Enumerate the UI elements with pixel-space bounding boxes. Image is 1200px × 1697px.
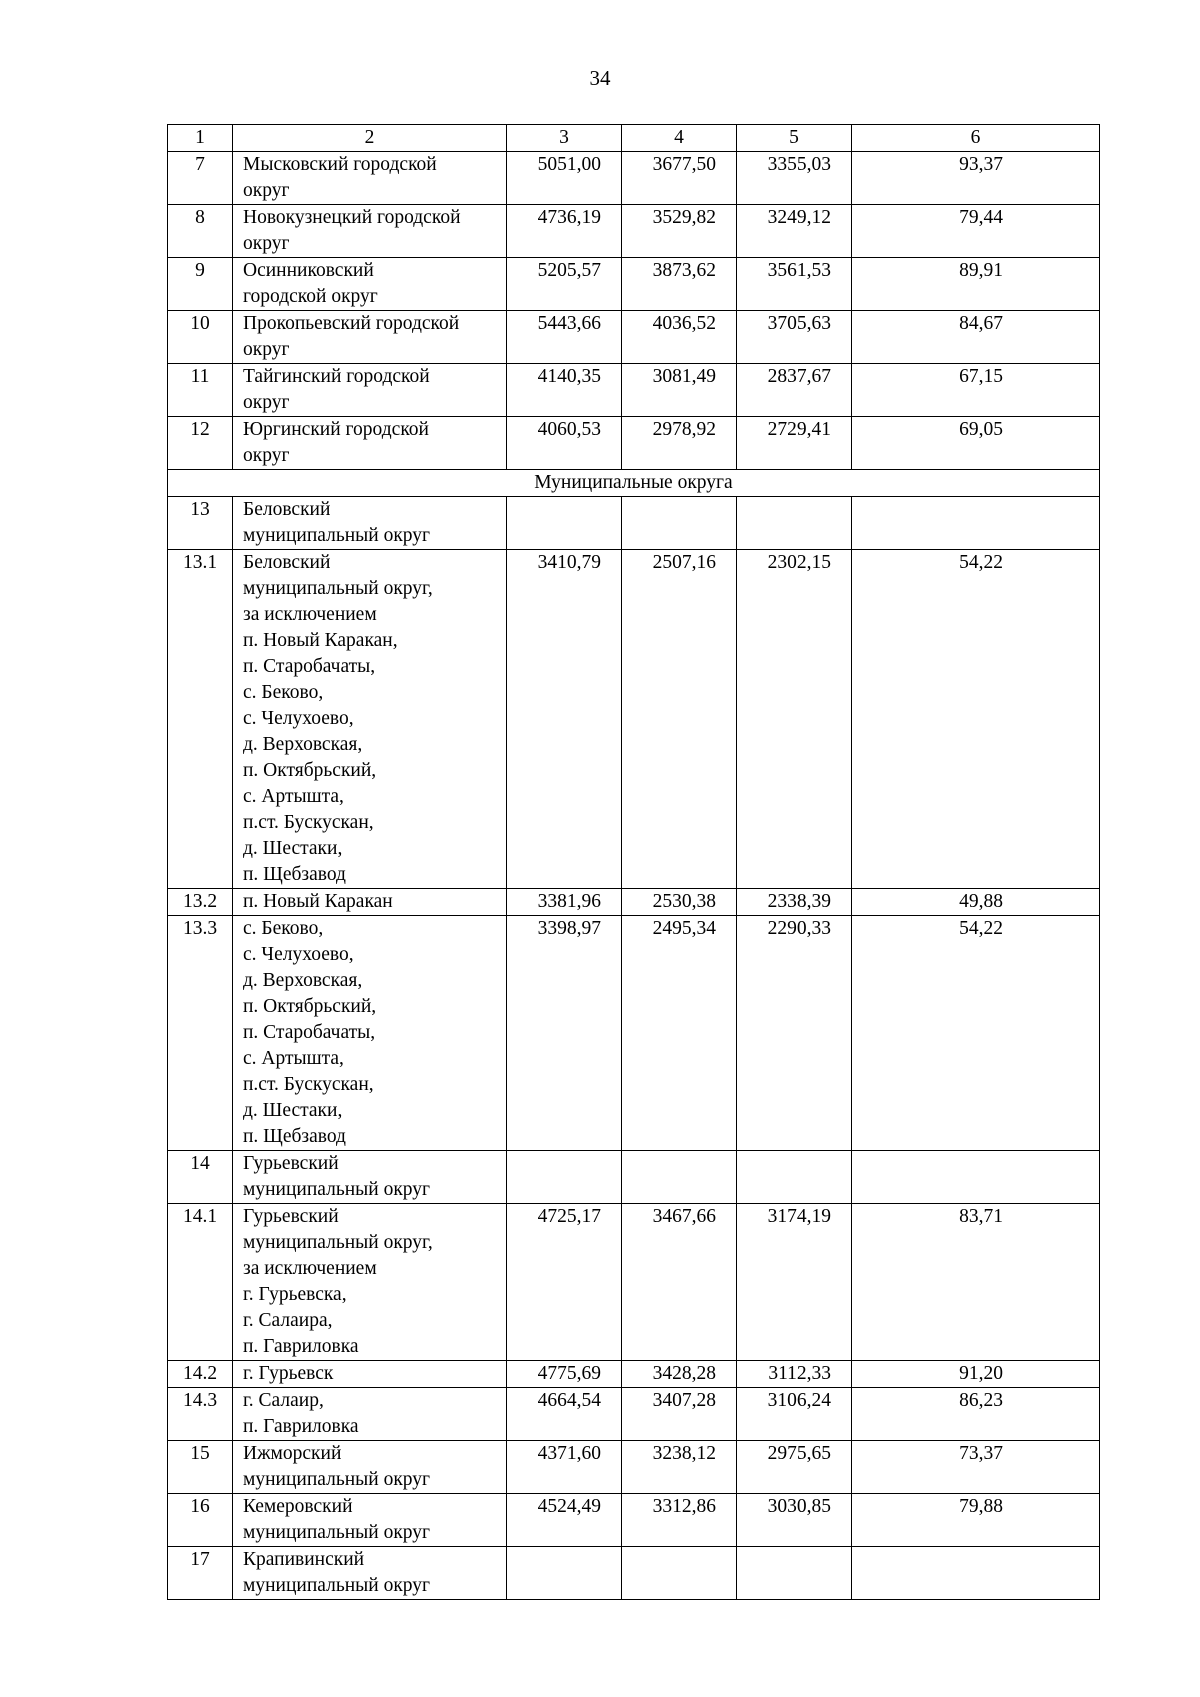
value-col-5: 2338,39 [737, 889, 852, 916]
value-col-6 [852, 1547, 1100, 1600]
row-number: 14.3 [168, 1388, 233, 1441]
table-row [168, 1494, 1100, 1547]
territory-name [233, 497, 507, 550]
value-col-6: 54,22 [852, 550, 1100, 889]
value-col-6: 79,44 [852, 205, 1100, 258]
territory-name-line: д. Шестаки, [243, 838, 343, 859]
section-title: Муниципальные округа [168, 470, 1100, 497]
value-col-4: 3529,82 [622, 205, 737, 258]
table-row [168, 311, 1100, 364]
row-number: 8 [168, 205, 233, 258]
territory-name-line: Прокопьевский городской [243, 313, 460, 334]
territory-name-line: городской округ [243, 286, 378, 307]
value-col-5: 2290,33 [737, 916, 852, 1151]
row-number: 14.2 [168, 1361, 233, 1388]
territory-name-line: г. Гурьевска, [243, 1284, 347, 1305]
territory-name [233, 205, 507, 258]
value-col-4: 3312,86 [622, 1494, 737, 1547]
value-col-6: 69,05 [852, 417, 1100, 470]
value-col-6: 49,88 [852, 889, 1100, 916]
row-number: 13 [168, 497, 233, 550]
territory-name [233, 916, 507, 1151]
value-col-5 [737, 1547, 852, 1600]
value-col-6 [852, 497, 1100, 550]
row-number: 13.3 [168, 916, 233, 1151]
value-col-5: 2837,67 [737, 364, 852, 417]
column-number: 4 [622, 125, 737, 152]
territory-name-line: Беловский [243, 499, 331, 520]
table-row [168, 152, 1100, 205]
territory-name-line: п. Щебзавод [243, 1126, 346, 1147]
value-col-5: 3112,33 [737, 1361, 852, 1388]
territory-name-line: с. Челухоево, [243, 708, 354, 729]
table-row [168, 916, 1100, 1151]
territory-name [233, 364, 507, 417]
territory-name-line: с. Беково, [243, 918, 324, 939]
territory-name-line: округ [243, 339, 290, 360]
territory-name-line: Беловский [243, 552, 331, 573]
territory-name [233, 1361, 507, 1388]
territory-name-line: округ [243, 180, 290, 201]
column-number: 6 [852, 125, 1100, 152]
value-col-3: 3410,79 [507, 550, 622, 889]
territory-name [233, 311, 507, 364]
value-col-4: 2495,34 [622, 916, 737, 1151]
value-col-4: 3428,28 [622, 1361, 737, 1388]
territory-name-line: п. Новый Каракан [243, 891, 393, 912]
value-col-5: 3106,24 [737, 1388, 852, 1441]
territory-name [233, 1388, 507, 1441]
territory-name-line: с. Беково, [243, 682, 324, 703]
territory-name-line: г. Салаира, [243, 1310, 333, 1331]
territory-name [233, 1441, 507, 1494]
value-col-5 [737, 1151, 852, 1204]
territory-name-line: п. Гавриловка [243, 1416, 359, 1437]
value-col-6: 84,67 [852, 311, 1100, 364]
table-row [168, 550, 1100, 889]
value-col-4: 2978,92 [622, 417, 737, 470]
value-col-5: 3705,63 [737, 311, 852, 364]
value-col-3: 5205,57 [507, 258, 622, 311]
territory-name-line: п. Гавриловка [243, 1336, 359, 1357]
value-col-3: 3398,97 [507, 916, 622, 1151]
territory-name-line: за исключением [243, 604, 377, 625]
value-col-3 [507, 1547, 622, 1600]
value-col-3 [507, 497, 622, 550]
value-col-5: 2975,65 [737, 1441, 852, 1494]
territory-name-line: п. Октябрьский, [243, 760, 377, 781]
table-row [168, 1441, 1100, 1494]
territory-name-line: п. Старобачаты, [243, 1022, 376, 1043]
table-row [168, 417, 1100, 470]
value-col-3: 5443,66 [507, 311, 622, 364]
territory-name [233, 1204, 507, 1361]
value-col-4: 3677,50 [622, 152, 737, 205]
territory-name-line: округ [243, 445, 290, 466]
table-row [168, 1547, 1100, 1600]
value-col-3: 4775,69 [507, 1361, 622, 1388]
territory-name [233, 1494, 507, 1547]
row-number: 16 [168, 1494, 233, 1547]
territory-name [233, 1151, 507, 1204]
value-col-5: 2302,15 [737, 550, 852, 889]
value-col-6: 73,37 [852, 1441, 1100, 1494]
territory-name-line: Ижморский [243, 1443, 342, 1464]
territory-name-line: Гурьевский [243, 1206, 339, 1227]
territory-name-line: Юргинский городской [243, 419, 429, 440]
column-number: 2 [233, 125, 507, 152]
territory-name-line: муниципальный округ [243, 1575, 431, 1596]
row-number: 13.2 [168, 889, 233, 916]
column-number: 3 [507, 125, 622, 152]
row-number: 12 [168, 417, 233, 470]
row-number: 13.1 [168, 550, 233, 889]
table-row [168, 205, 1100, 258]
value-col-4 [622, 497, 737, 550]
value-col-4: 3873,62 [622, 258, 737, 311]
value-col-5: 3355,03 [737, 152, 852, 205]
value-col-6: 83,71 [852, 1204, 1100, 1361]
territory-name-line: муниципальный округ [243, 525, 431, 546]
table-row [168, 1388, 1100, 1441]
value-col-3: 4524,49 [507, 1494, 622, 1547]
value-col-3: 4736,19 [507, 205, 622, 258]
table-row [168, 1151, 1100, 1204]
territory-name [233, 550, 507, 889]
territory-name-line: округ [243, 233, 290, 254]
value-col-5: 3561,53 [737, 258, 852, 311]
value-col-3: 4664,54 [507, 1388, 622, 1441]
territory-name-line: за исключением [243, 1258, 377, 1279]
value-col-5: 3030,85 [737, 1494, 852, 1547]
value-col-3 [507, 1151, 622, 1204]
value-col-5: 2729,41 [737, 417, 852, 470]
territory-name-line: п.ст. Бускускан, [243, 812, 374, 833]
value-col-3: 5051,00 [507, 152, 622, 205]
territory-name [233, 1547, 507, 1600]
value-col-3: 4140,35 [507, 364, 622, 417]
territory-name-line: д. Верховская, [243, 734, 363, 755]
value-col-4: 3238,12 [622, 1441, 737, 1494]
row-number: 14 [168, 1151, 233, 1204]
territory-name-line: муниципальный округ [243, 1522, 431, 1543]
territory-name-line: Новокузнецкий городской [243, 207, 461, 228]
row-number: 14.1 [168, 1204, 233, 1361]
value-col-4: 3081,49 [622, 364, 737, 417]
value-col-6: 91,20 [852, 1361, 1100, 1388]
territory-name-line: округ [243, 392, 290, 413]
value-col-6: 79,88 [852, 1494, 1100, 1547]
value-col-6: 54,22 [852, 916, 1100, 1151]
territory-name-line: муниципальный округ, [243, 1232, 433, 1253]
territory-name-line: с. Артышта, [243, 786, 344, 807]
territory-name-line: г. Салаир, [243, 1390, 324, 1411]
territory-name-line: Гурьевский [243, 1153, 339, 1174]
value-col-5: 3249,12 [737, 205, 852, 258]
column-number-row [168, 125, 1100, 152]
value-col-6 [852, 1151, 1100, 1204]
value-col-5 [737, 497, 852, 550]
table-row [168, 1204, 1100, 1361]
territory-name-line: Кемеровский [243, 1496, 353, 1517]
value-col-4 [622, 1151, 737, 1204]
territory-name-line: с. Артышта, [243, 1048, 344, 1069]
value-col-6: 67,15 [852, 364, 1100, 417]
page-number: 34 [589, 66, 611, 90]
table-row [168, 889, 1100, 916]
row-number: 7 [168, 152, 233, 205]
territory-name [233, 889, 507, 916]
territory-name-line: п.ст. Бускускан, [243, 1074, 374, 1095]
value-col-4: 3467,66 [622, 1204, 737, 1361]
territory-name-line: Мысковский городской [243, 154, 437, 175]
territory-name-line: муниципальный округ, [243, 578, 433, 599]
column-number: 1 [168, 125, 233, 152]
value-col-3: 4725,17 [507, 1204, 622, 1361]
territory-name [233, 152, 507, 205]
table-row [168, 258, 1100, 311]
row-number: 11 [168, 364, 233, 417]
table-body [168, 125, 1100, 1600]
territory-name-line: с. Челухоево, [243, 944, 354, 965]
value-col-3: 4371,60 [507, 1441, 622, 1494]
territory-name [233, 417, 507, 470]
row-number: 9 [168, 258, 233, 311]
value-col-4: 4036,52 [622, 311, 737, 364]
territory-name-line: п. Октябрьский, [243, 996, 377, 1017]
table-row [168, 1361, 1100, 1388]
table-row [168, 364, 1100, 417]
section-header-row [168, 470, 1100, 497]
value-col-6: 93,37 [852, 152, 1100, 205]
value-col-6: 89,91 [852, 258, 1100, 311]
territory-name-line: п. Щебзавод [243, 864, 346, 885]
value-col-4: 3407,28 [622, 1388, 737, 1441]
value-col-4 [622, 1547, 737, 1600]
value-col-5: 3174,19 [737, 1204, 852, 1361]
territory-name-line: п. Новый Каракан, [243, 630, 398, 651]
row-number: 17 [168, 1547, 233, 1600]
value-col-3: 4060,53 [507, 417, 622, 470]
territory-name-line: Крапивинский [243, 1549, 365, 1570]
territory-name-line: г. Гурьевск [243, 1363, 334, 1384]
row-number: 10 [168, 311, 233, 364]
column-number: 5 [737, 125, 852, 152]
territory-name-line: муниципальный округ [243, 1469, 431, 1490]
territory-name-line: Осинниковский [243, 260, 374, 281]
table-row [168, 497, 1100, 550]
tariff-table [167, 124, 1100, 1600]
territory-name-line: муниципальный округ [243, 1179, 431, 1200]
territory-name-line: д. Шестаки, [243, 1100, 343, 1121]
territory-name-line: Тайгинский городской [243, 366, 430, 387]
row-number: 15 [168, 1441, 233, 1494]
territory-name-line: д. Верховская, [243, 970, 363, 991]
value-col-6: 86,23 [852, 1388, 1100, 1441]
value-col-4: 2507,16 [622, 550, 737, 889]
territory-name [233, 258, 507, 311]
value-col-3: 3381,96 [507, 889, 622, 916]
value-col-4: 2530,38 [622, 889, 737, 916]
territory-name-line: п. Старобачаты, [243, 656, 376, 677]
